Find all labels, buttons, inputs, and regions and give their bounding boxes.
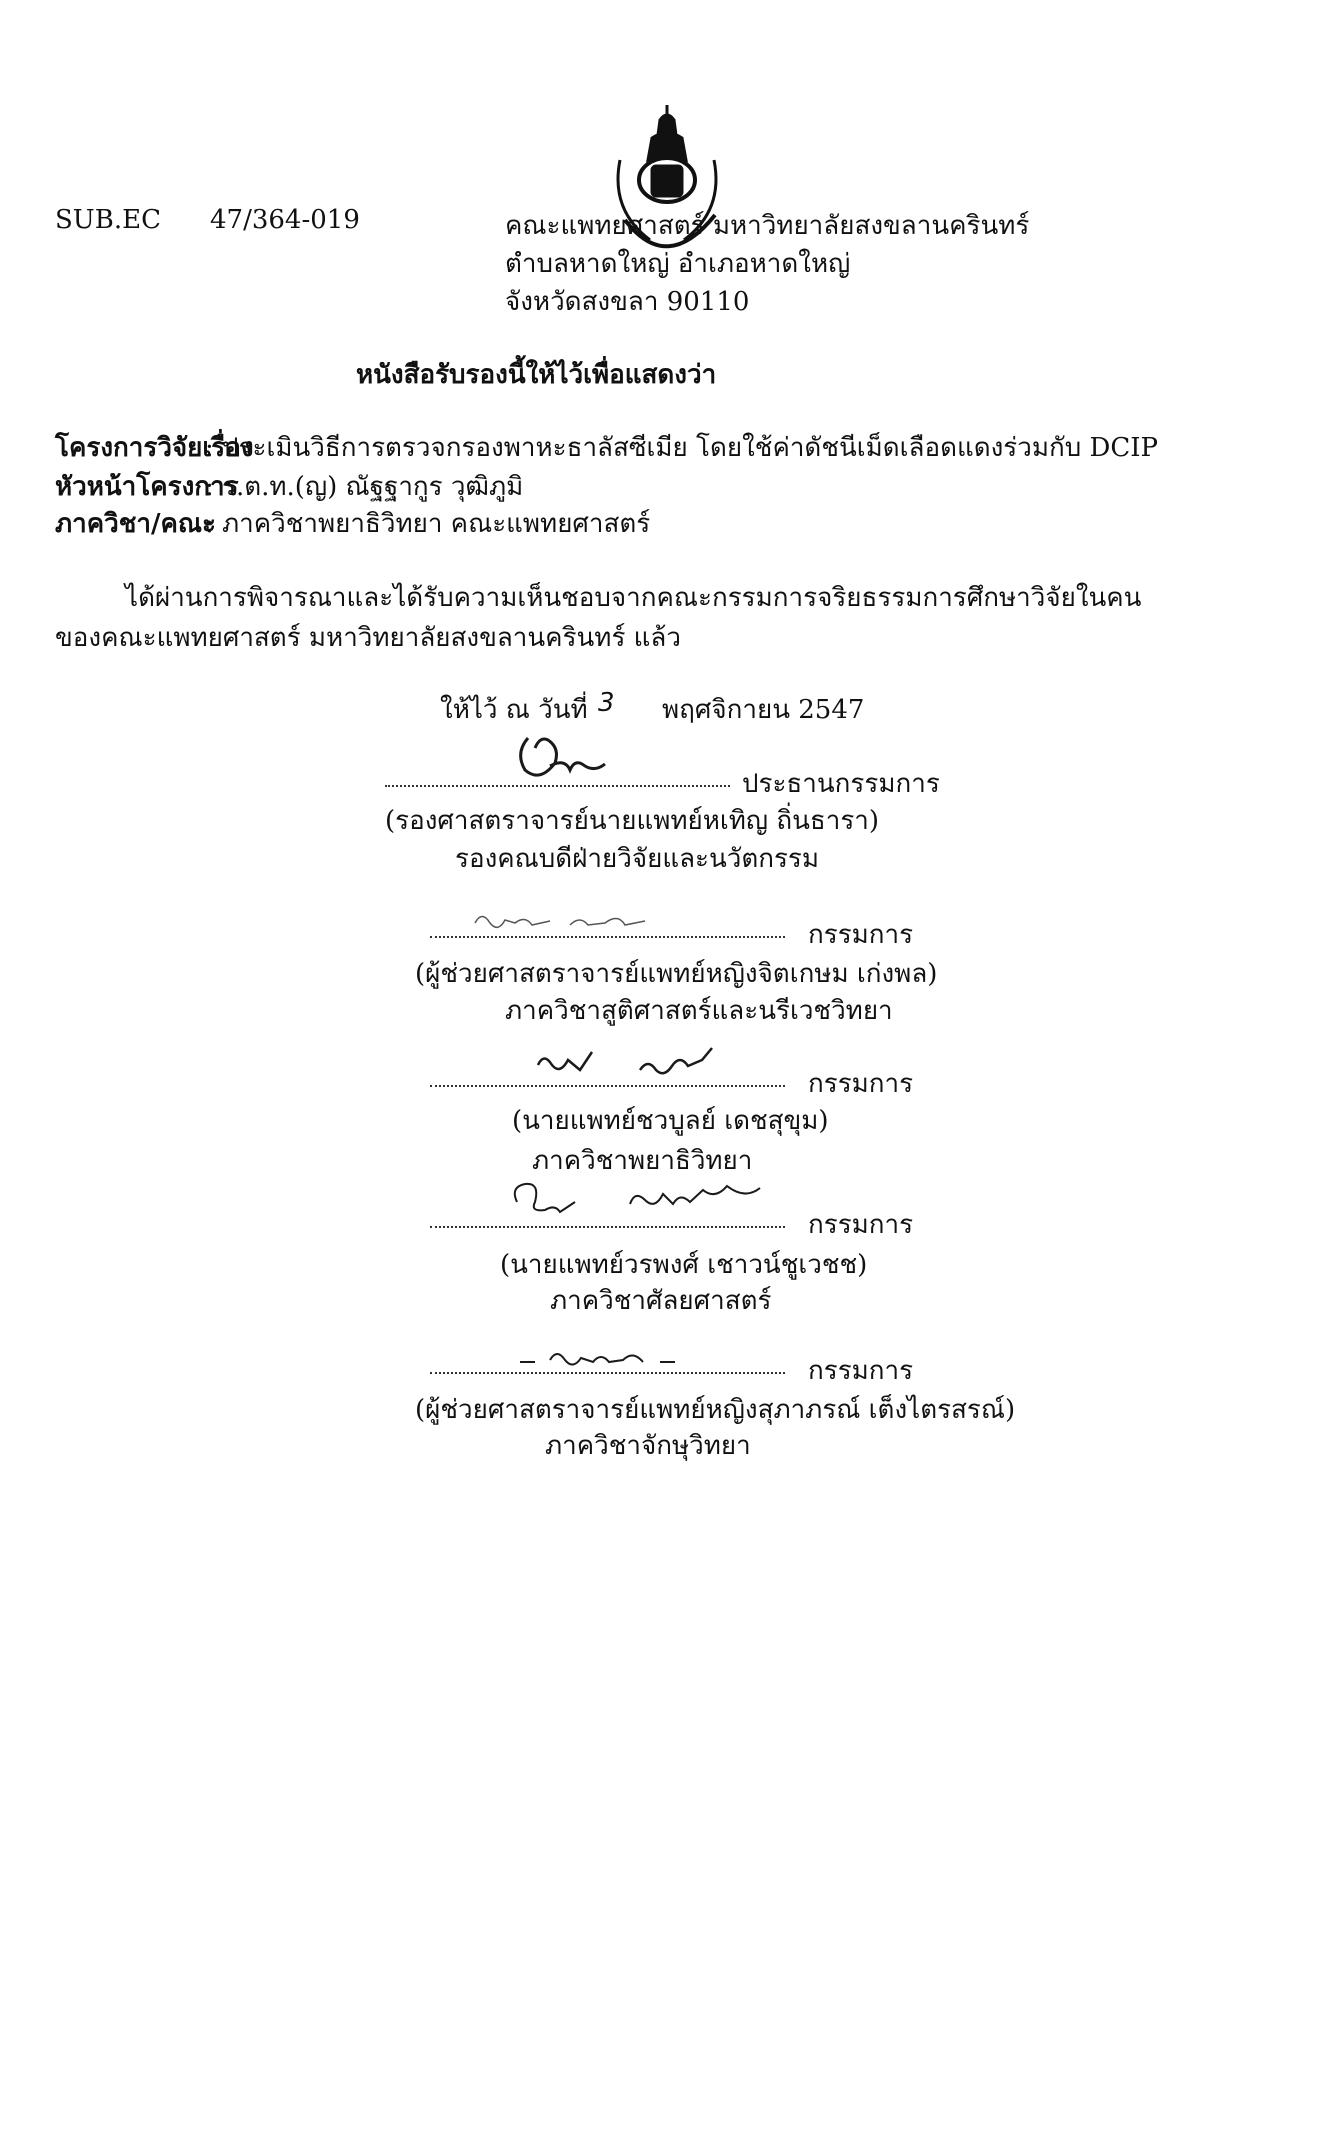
signature-line-2 [430,936,785,938]
signatory-name-3: (นายแพทย์ชวบูลย์ เดชสุขุม) [512,1106,829,1136]
body-line-1: ได้ผ่านการพิจารณาและได้รับความเห็นชอบจากคณะกรรมการจริยธรรมการศึกษาวิจัยในคน [125,583,1142,613]
signatory-name-2: (ผู้ช่วยศาสตราจารย์แพทย์หญิงจิตเกษม เก่งพล) [415,959,938,989]
ref-prefix: SUB.EC [55,205,161,235]
signatory-dept-1: รองคณบดีฝ่ายวิจัยและนวัตกรรม [455,844,820,874]
date-month-year: พฤศจิกายน 2547 [662,695,865,725]
signatory-dept-3: ภาควิชาพยาธิวิทยา [532,1146,753,1176]
signature-committee-2 [470,905,670,935]
signature-committee-5 [515,1340,685,1375]
signatory-dept-2: ภาควิชาสูติศาสตร์และนรีเวชวิทยา [505,996,893,1026]
signature-line-chair [385,785,730,787]
date-prefix: ให้ไว้ ณ วันที่ [440,695,588,725]
field-value-lead: : ร.ต.ท.(ญ) ณัฐฐากูร วุฒิภูมิ [205,472,524,502]
certificate-title: หนังสือรับรองนี้ให้ไว้เพื่อแสดงว่า [356,360,717,390]
field-label-project: โครงการวิจัยเรื่อง [55,433,254,463]
signatory-role-2: กรรมการ [808,920,914,950]
signature-chair [510,728,620,788]
field-value-dept: : ภาควิชาพยาธิวิทยา คณะแพทยศาสตร์ [205,509,651,539]
field-value-project: : ประเมินวิธีการตรวจกรองพาหะธาลัสซีเมีย โดยใช้ค่าดัชนีเม็ดเลือดแดงร่วมกับ DCIP [205,433,1159,463]
signature-line-4 [430,1226,785,1228]
address-line-2: ตำบลหาดใหญ่ อำเภอหาดใหญ่ [505,249,851,279]
body-line-2: ของคณะแพทยศาสตร์ มหาวิทยาลัยสงขลานครินทร์ แล้ว [55,623,681,653]
signature-committee-3 [530,1040,740,1085]
signatory-role-4: กรรมการ [808,1210,914,1240]
signature-committee-4 [505,1172,785,1227]
signatory-dept-5: ภาควิชาจักษุวิทยา [545,1431,751,1461]
address-line-3: จังหวัดสงขลา 90110 [505,287,750,317]
signatory-name-1: (รองศาสตราจารย์นายแพทย์หเทิญ ถิ่นธารา) [385,806,880,836]
signatory-name-4: (นายแพทย์วรพงศ์ เชาวน์ชูเวชช) [500,1250,868,1280]
signatory-role-5: กรรมการ [808,1356,914,1386]
ref-number: 47/364-019 [210,205,360,235]
signature-line-5 [430,1372,785,1374]
signatory-role-3: กรรมการ [808,1069,914,1099]
signature-line-3 [430,1085,785,1087]
signatory-name-5: (ผู้ช่วยศาสตราจารย์แพทย์หญิงสุภาภรณ์ เต็งไตรสรณ์) [415,1395,1016,1425]
signatory-role-1: ประธานกรรมการ [742,769,940,799]
signatory-dept-4: ภาควิชาศัลยศาสตร์ [550,1286,772,1316]
address-line-1: คณะแพทยศาสตร์ มหาวิทยาลัยสงขลานครินทร์ [505,211,1030,241]
date-day: 3 [598,688,615,718]
field-label-dept: ภาควิชา/คณะ [55,509,216,539]
field-label-lead: หัวหน้าโครงการ [55,472,239,502]
